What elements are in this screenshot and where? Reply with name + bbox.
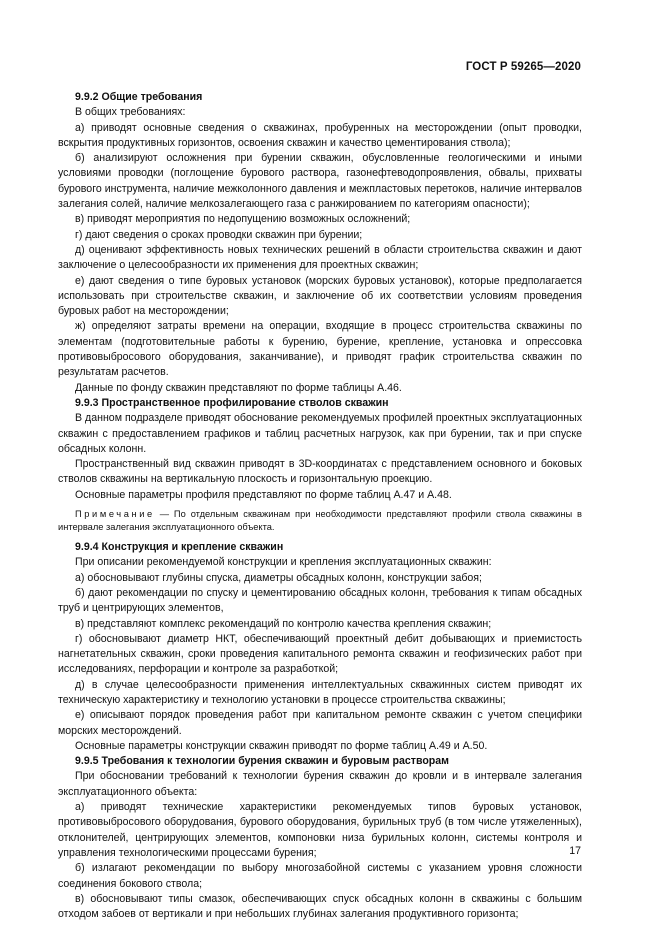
paragraph: Основные параметры профиля представляют по форме таблиц А.47 и А.48. (75, 488, 452, 501)
list-item: ж) определяют затраты времени на операции, входящие в процесс строительства скважины по элементам (подготовительные работы к бурению, бурение, крепление, установка и опрессовка противовыбросового оборудования, заканчивание), и приводят график строительства скважин по результатам расчетов. (58, 320, 582, 379)
paragraph: Пространственный вид скважин приводят в 3D-координатах с представлением основного и боковых стволов скважины на вертикальную плоскость и горизонтальную проекцию. (58, 458, 582, 486)
section-heading-9-9-2: 9.9.2 Общие требования (75, 91, 203, 103)
list-item: в) представляют комплекс рекомендаций по контролю качества крепления скважин; (75, 617, 492, 630)
list-item: е) дают сведения о типе буровых установок (морских буровых установок), которые предполагается использовать при строительстве скважин, и заключение об их соответствии условиям проведения буровых работ на месторождении; (58, 274, 582, 318)
note (58, 508, 582, 534)
list-item: б) анализируют осложнения при бурении скважин, обусловленные геологическими и иными условиями проводки (поглощение бурового раствора, газонефтеводопроявления, обвалы, прихваты бурового инструмента, наличие межколонного давления и межпластовых перетоков, наличие интервалов залегания солей, наличие мелкозалегающего газа с ранжированием по категориям опасности); (58, 152, 582, 211)
list-item: а) обосновывают глубины спуска, диаметры обсадных колонн, конструкции забоя; (75, 571, 482, 584)
list-item: б) излагают рекомендации по выбору многозабойной системы с указанием уровня сложности соединения бокового ствола; (58, 862, 582, 890)
list-item: г) обосновывают диаметр НКТ, обеспечивающий проектный дебит добывающих и приемистость нагнетательных скважин, сроки проведения капитального ремонта скважин и геофизических работ при исследованиях, перфорации и контроле за разработкой; (58, 632, 582, 676)
section-heading-9-9-4: 9.9.4 Конструкция и крепление скважин (75, 541, 284, 554)
paragraph: В общих требованиях: (75, 106, 186, 119)
list-item: е) описывают порядок проведения работ при капитальном ремонте скважин с учетом специфики морских месторождений. (58, 709, 582, 737)
paragraph: При обосновании требований к технологии бурения скважин до кровли и в интервале залегания эксплуатационного объекта: (58, 770, 582, 798)
list-item: г) дают сведения о сроках проводки скважин при бурении; (75, 228, 363, 241)
list-item: д) в случае целесообразности применения интеллектуальных скважинных систем приводят их техническую характеристику и технологию установки в процессе строительства скважины; (58, 678, 582, 706)
paragraph: В данном подразделе приводят обоснование рекомендуемых профилей проектных эксплуатационных скважин с предоставлением графиков и таблиц расчетных нагрузок, как при бурении, так и при спуске обсадных колонн. (58, 412, 582, 455)
note-text: — По отдельным скважинам при необходимости представляют профили ствола скважины в интервале залегания эксплуатационного объекта. (58, 509, 582, 533)
paragraph: Основные параметры конструкции скважин приводят по форме таблиц А.49 и А.50. (75, 739, 488, 752)
paragraph: Данные по фонду скважин представляют по форме таблицы А.46. (75, 381, 402, 394)
list-item: в) приводят мероприятия по недопущению возможных осложнений; (75, 213, 411, 226)
list-item: а) приводят основные сведения о скважинах, пробуренных на месторождении (опыт проводки, вскрытия продуктивных горизонтов, освоения скважин и качество цементирования ствола); (58, 121, 582, 149)
list-item: а) приводят технические характеристики рекомендуемых типов буровых установок, противовыбросового оборудования, бурового оборудования, бурильных труб (в том числе утяжеленных), отклонителей, центрирующих элементов, компоновки низа бурильных колонн, системы контроля и управления технологическими процессами бурения; (58, 801, 582, 859)
section-heading-9-9-3: 9.9.3 Пространственное профилирование стволов скважин (75, 396, 389, 409)
note-label: Примечание (75, 509, 155, 520)
page-number: 17 (569, 845, 581, 857)
paragraph: При описании рекомендуемой конструкции и крепления эксплуатационных скважин: (75, 556, 492, 569)
list-item: д) оценивают эффективность новых технических решений в области строительства скважин и дают заключение о целесообразности их применения для проектных скважин; (58, 243, 582, 272)
section-heading-9-9-5: 9.9.5 Требования к технологии бурения скважин и буровым растворам (75, 755, 449, 768)
list-item: б) дают рекомендации по спуску и цементированию обсадных колонн, требования к типам обсадных труб и центрирующих элементов, (58, 586, 582, 615)
document-body (58, 90, 582, 922)
list-item: в) обосновывают типы смазок, обеспечивающих спуск обсадных колонн в скважины с большим отходом забоев от вертикали и при небольших глубинах залегания продуктивного горизонта; (58, 892, 582, 921)
document-standard-code: ГОСТ Р 59265—2020 (465, 61, 581, 73)
